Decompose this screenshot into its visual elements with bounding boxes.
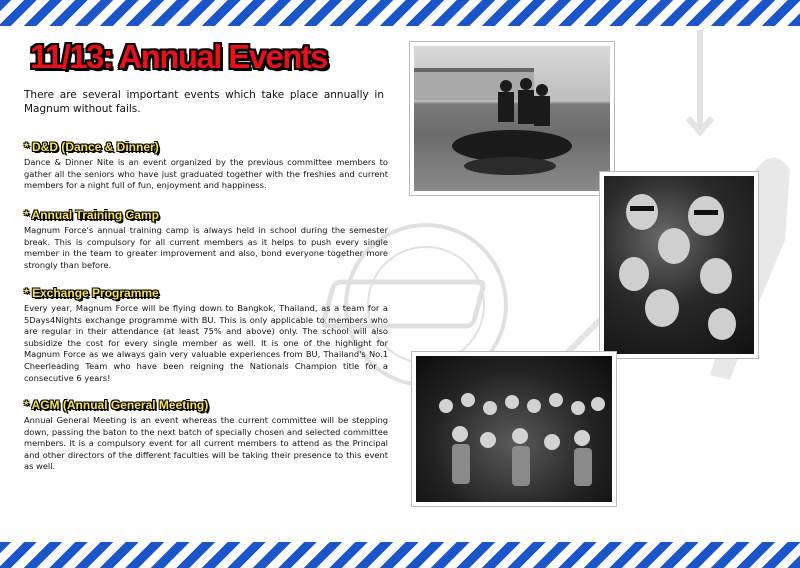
bottom-stripe-border (0, 542, 800, 568)
section-agm (24, 398, 388, 473)
group-photo-outdoor (410, 42, 614, 195)
intro-paragraph: There are several important events which take place annually in Magnum without fails. (24, 89, 384, 115)
section-body: Dance & Dinner Nite is an event organized by the previous committee members to gather all the seniors who have just graduated together with the freshies and current members for a night full of fun, enjoyment and happiness. (24, 157, 388, 191)
section-body: Every year, Magnum Force will be flying down to Bangkok, Thailand, as a team for a 5Days4Nights exchange programme with BU. This is only applicable to members who are regular in their attendance (at least 75% and above) only. The school will also subsidize the cost for every single member as well. It is one of the highlight for Magnum Force as we always gain very valuable experiences from BU, Thailand's No.1 Cheerleading Team who have been reigning the Nationals Champion title for a consecutive 6 years! (24, 303, 388, 383)
page-title: 11/13: Annual Events (30, 38, 327, 75)
section-body: Annual General Meeting is an event whereas the current committee will be stepping down, passing the baton to the next batch of specially chosen and selected committee members. It is a compulsory event for all current members to attend as the Principal and other directors of the different faculties will be taking their presence to this event as well. (24, 415, 388, 472)
section-body: Magnum Force's annual training camp is always held in school during the semester break. This is compulsory for all current members as it helps to push every single member in the team to greater improvement and also, bond everyone together more strongly than before. (24, 225, 388, 270)
section-heading: * D&D (Dance & Dinner) (24, 140, 159, 154)
group-photo-dinner (412, 352, 616, 506)
section-heading: * AGM (Annual General Meeting) (24, 398, 209, 412)
section-heading: * Annual Training Camp (24, 208, 159, 222)
section-heading: * Exchange Programme (24, 286, 159, 300)
section-exchange-programme (24, 286, 388, 384)
section-training-camp (24, 208, 388, 271)
group-photo-closeup (600, 172, 758, 358)
section-dance-dinner (24, 140, 388, 192)
